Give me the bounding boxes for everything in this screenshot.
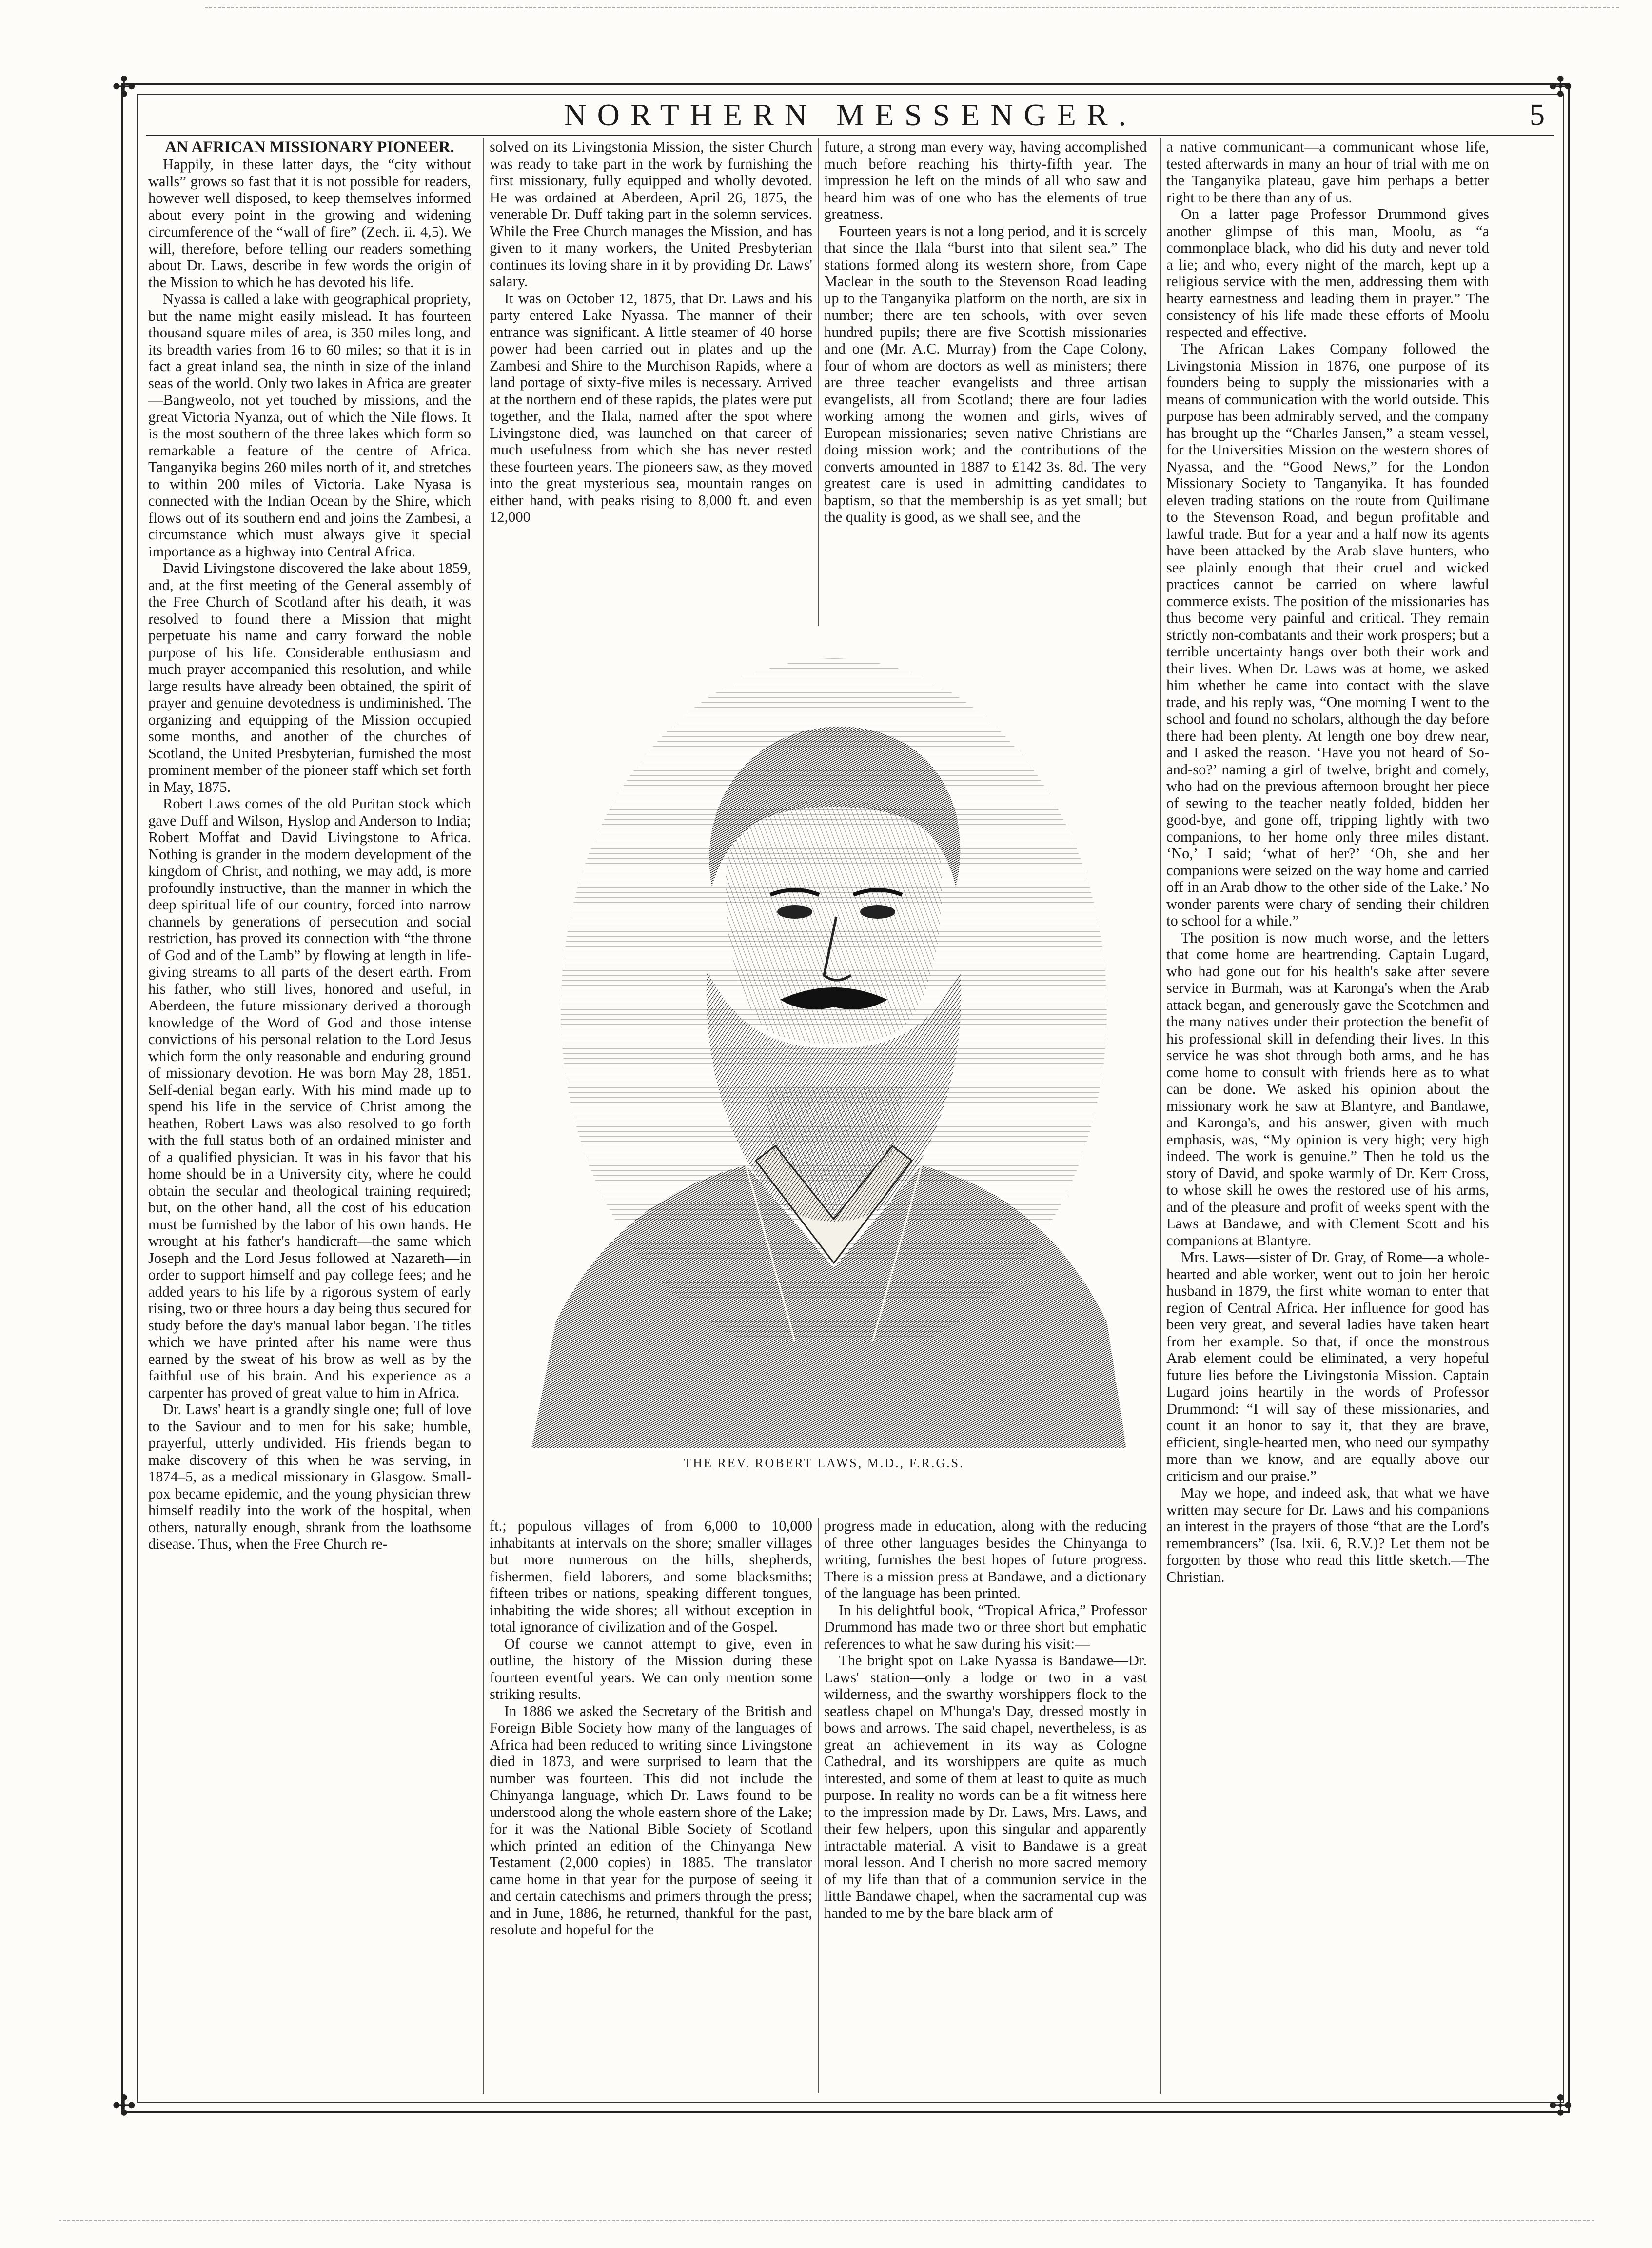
article-column-1 bbox=[148, 138, 471, 2089]
page-number: 5 bbox=[1530, 99, 1545, 132]
paragraph: David Livingstone discovered the lake about 1859, and, at the first meeting of the General assembly of the Free Church of Scotland after his death, it was resolved to found there a Mission that might perpetuate his name and carry forward the noble purpose of his life. Considerable enthusiasm and much prayer accompanied this resolution, and while large results have already been obtained, the spirit of prayer and genuine devotedness is undiminished. The organizing and equipping of the Mission occupied some months, and another of the churches of Scotland, the United Presbyterian, furnished the most prominent member of the pioneer staff which set forth in May, 1875. bbox=[148, 560, 471, 795]
corner-ornament-icon: ✣ bbox=[1549, 71, 1573, 103]
article-heading: AN AFRICAN MISSIONARY PIONEER. bbox=[165, 138, 454, 156]
paragraph: Dr. Laws' heart is a grandly single one; full of love to the Saviour and to men for his sake; humble, prayerful, utterly undivided. His friends began to make discovery of this when he was serving, in 1874–5, as a medical missionary in Glasgow. Small-pox became epidemic, and the young physician threw himself readily into the work of the hospital, when others, naturally enough, shrank from the loathsome disease. Thus, when the Free Church re- bbox=[148, 1401, 471, 1552]
corner-ornament-icon: ✣ bbox=[112, 71, 136, 103]
article-column-3-top bbox=[824, 138, 1147, 646]
portrait-engraving bbox=[492, 658, 1156, 1448]
paragraph: The position is now much worse, and the letters that come home are heartrending. Captain Lugard, who had gone out for his health's sake after severe service in Burmah, was at Karonga's when the Arab attack began, and generously gave the Scotchmen and the many natives under their protection the benefit of his professional skill in defending their lives. In this service he was shot through both arms, and he has come home to consult with friends here as to what can be done. We asked his opinion about the missionary work he saw at Blantyre, and Bandawe, and Karonga's, and his answer, given with much emphasis, was, “My opinion is very high; very high indeed. The work is genuine.” Then he told us the story of David, and spoke warmly of Dr. Kerr Cross, to whose skill he owes the restored use of his arms, and of the pleasure and profit of weeks spent with the Laws at Bandawe, and with Clement Scott and his companions at Blantyre. bbox=[1166, 929, 1489, 1249]
article-column-2-bottom bbox=[490, 1518, 812, 2088]
paragraph: a native communicant—a communicant whose life, tested afterwards in many an hour of trial with me on the Tanganyika plateau, gave him perhaps a better right to be there than any of us. bbox=[1166, 138, 1489, 206]
portrait-icon bbox=[492, 658, 1156, 1448]
paragraph: ft.; populous villages of from 6,000 to 10,000 inhabitants at intervals on the shore; smaller villages but more numerous on the hills, shepherds, fishermen, field laborers, and some blacksmiths; fifteen tribes or nations, speaking different tongues, inhabiting the wide shores; all without exception in total ignorance of civilization and of the Gospel. bbox=[490, 1518, 812, 1635]
paragraph: In his delightful book, “Tropical Africa,” Professor Drummond has made two or three short but emphatic references to what he saw during his visit:— bbox=[824, 1601, 1147, 1652]
paragraph: Happily, in these latter days, the “city without walls” grows so fast that it is not possible for readers, however well disposed, to keep themselves informed about every point in the growing and widening circumference of the “wall of fire” (Zech. ii. 4,5). We will, therefore, before telling our readers something about Dr. Laws, describe in few words the origin of the Mission to which he has devoted his life. bbox=[148, 156, 471, 291]
column-rule bbox=[1160, 138, 1161, 2094]
paragraph: Mrs. Laws—sister of Dr. Gray, of Rome—a whole-hearted and able worker, went out to join her heroic husband in 1879, the first white woman to enter that region of Central Africa. Her influence for good has been very great, and several ladies have taken heart from her example. So that, if once the monstrous Arab element could be eliminated, a very hopeful future lies before the Livingstonia Mission. Captain Lugard joins heartily in the words of Professor Drummond: “I will say of these missionaries, and count it an honor to say it, that they are brave, efficient, single-hearted men, who need our sympathy more than we know, and are equally above our criticism and our praise.” bbox=[1166, 1249, 1489, 1484]
paragraph: Nyassa is called a lake with geographical propriety, but the name might easily mislead. It has fourteen thousand square miles of area, is 350 miles long, and its breadth varies from 16 to 60 miles; so that it is in fact a great inland sea, the ninth in size of the inland seas of the world. Only two lakes in Africa are greater—Bangweolo, not yet touched by missions, and the great Victoria Nyanza, out of which the Nile flows. It is the most southern of the three lakes which form so remarkable a feature of the centre of Africa. Tanganyika begins 260 miles north of it, and stretches to within 200 miles of Victoria. Lake Nyasa is connected with the Indian Ocean by the Shire, which flows out of its southern end and joins the Zambesi, a circumstance which must always give it special importance as a highway into Central Africa. bbox=[148, 291, 471, 560]
paragraph: On a latter page Professor Drummond gives another glimpse of this man, Moolu, as “a commonplace black, who did his duty and never told a lie; and who, every night of the march, kept up a religious service with the men, addressing them with hearty earnestness and leading them in prayer.” The consistency of his life made these efforts of Moolu respected and effective. bbox=[1166, 206, 1489, 340]
article-column-4 bbox=[1166, 138, 1489, 2089]
corner-ornament-icon: ✣ bbox=[112, 2090, 136, 2122]
paragraph: future, a strong man every way, having accomplished much before reaching his thirty-fifth year. The impression he left on the minds of all who saw and heard him was of one who has the elements of true greatness. bbox=[824, 138, 1147, 222]
publication-title: NORTHERN MESSENGER. bbox=[564, 98, 1137, 132]
article-column-2-top bbox=[490, 138, 812, 646]
portrait-caption: THE REV. ROBERT LAWS, M.D., F.R.G.S. bbox=[684, 1456, 964, 1470]
paragraph: progress made in education, along with the reducing of three other languages besides the Chinyanga to writing, furnishes the best hopes of future progress. There is a mission press at Bandawe, and a dictionary of the language has been printed. bbox=[824, 1518, 1147, 1601]
paragraph: In 1886 we asked the Secretary of the British and Foreign Bible Society how many of the languages of Africa had been reduced to writing since Livingstone died in 1873, and were surprised to learn that the number was fourteen. This did not include the Chinyanga language, which Dr. Laws found to be understood along the whole eastern shore of the Lake; for it was the National Bible Society of Scotland which printed an edition of the Chinyanga New Testament (2,000 copies) in 1885. The translator came home in that year for the purpose of seeing it and certain catechisms and primers through the press; and in June, 1886, he returned, thankful for the past, resolute and hopeful for the bbox=[490, 1702, 812, 1938]
top-edge-marks bbox=[205, 7, 1619, 9]
column-rule bbox=[818, 1518, 819, 2093]
paragraph: May we hope, and indeed ask, that what we have written may secure for Dr. Laws and his companions an interest in the prayers of those “that are the Lord's remembrancers” (Isa. lxii. 6, R.V.)? Let them not be forgotten by those who read this little sketch.—The Christian. bbox=[1166, 1484, 1489, 1585]
column-rule bbox=[483, 138, 484, 2094]
bottom-edge-marks bbox=[59, 2220, 1594, 2222]
paragraph: solved on its Livingstonia Mission, the sister Church was ready to take part in the work by furnishing the first missionary, fully equipped and wholly devoted. He was ordained at Aberdeen, April 26, 1875, the venerable Dr. Duff taking part in the solemn services. While the Free Church manages the Mission, and has given to it many workers, the United Presbyterian continues its loving share in it by providing Dr. Laws' salary. bbox=[490, 138, 812, 290]
paragraph: Fourteen years is not a long period, and it is scrcely that since the Ilala “burst into that silent sea.” The stations formed along its western shore, from Cape Maclear in the south to the Stevenson Road leading up to the Tanganyika platform on the north, are six in number; there are ten schools, with over seven hundred pupils; there are five Scottish missionaries and one (Mr. A.C. Murray) from the Cape Colony, four of whom are doctors as well as ministers; there are three teacher evangelists and three artisan evangelists, all from Scotland; there are four ladies working among the women and girls, wives of European missionaries; seven native Christians are doing mission work; and the contributions of the converts amounted in 1887 to £142 3s. 8d. The very greatest care is used in admitting candidates to baptism, so that the membership is as yet small; but the quality is good, as we shall see, and the bbox=[824, 222, 1147, 525]
column-rule bbox=[818, 138, 819, 626]
masthead bbox=[146, 96, 1554, 136]
paragraph: Robert Laws comes of the old Puritan stock which gave Duff and Wilson, Hyslop and Anderson to India; Robert Moffat and David Livingstone to Africa. Nothing is grander in the modern development of the kingdom of Christ, and nothing, we may add, is more profoundly instructive, than the manner in which the deep spiritual life of our country, forced into narrow channels by generations of persecution and social restriction, has proved its connection with “the throne of God and of the Lamb” by flowing at length in life-giving streams to all parts of the desert earth. From his father, who still lives, honored and useful, in Aberdeen, the future missionary derived a thorough knowledge of the Word of God and those intense convictions of his personal relation to the Lord Jesus which form the only reasonable and enduring ground of missionary devotion. He was born May 28, 1851. Self-denial began early. With his mind made up to spend his life in the service of Christ among the heathen, Robert Laws was also resolved to go forth with the full status both of an ordained minister and of a qualified physician. It was in his favor that his home should be in a University city, where he could obtain the secular and theological training required; but, on the other hand, all the cost of his education must be furnished by the labor of his own hands. He wrought at his father's handicraft—the same which Joseph and the Lord Jesus followed at Nazareth—in order to support himself and pay college fees; and he added years to his life by a rigorous system of early rising, two or three hours a day being thus secured for study before the day's manual labor began. The titles which we have printed after his name were thus earned by the sweat of his brow as well as by the faithful use of his brain. And his experience as a carpenter has proved of great value to him in Africa. bbox=[148, 795, 471, 1401]
article-column-3-bottom bbox=[824, 1518, 1147, 2088]
paragraph: The bright spot on Lake Nyassa is Bandawe—Dr. Laws' station—only a lodge or two in a vast wilderness, and the swarthy worshippers flock to the seatless chapel on M'hunga's Day, dressed mostly in bows and arrows. The said chapel, nevertheless, is as great an achievement in its way as Cologne Cathedral, and its worshippers are quite as much interested, and some of them at least to quite as much purpose. In reality no words can be a fit witness here to the impression made by Dr. Laws, Mrs. Laws, and their few helpers, upon this singular and apparently intractable material. A visit to Bandawe is a great moral lesson. And I cherish no more sacred memory of my life than that of a communion service in the little Bandawe chapel, when the sacramental cup was handed to me by the bare black arm of bbox=[824, 1652, 1147, 1921]
paragraph: It was on October 12, 1875, that Dr. Laws and his party entered Lake Nyassa. The manner of their entrance was significant. A little steamer of 40 horse power had been carried out in plates and up the Zambesi and Shire to the Murchison Rapids, where a land portage of sixty-five miles is necessary. Arrived at the northern end of these rapids, the plates were put together, and the Ilala, named after the spot where Livingstone died, was launched on that career of much usefulness from which she has never rested these fourteen years. The pioneers saw, as they moved into the great mysterious sea, mountain ranges on either hand, with peaks rising to 8,000 ft. and even 12,000 bbox=[490, 290, 812, 525]
corner-ornament-icon: ✣ bbox=[1549, 2090, 1573, 2122]
paragraph: Of course we cannot attempt to give, even in outline, the history of the Mission during these fourteen eventful years. We can only mention some striking results. bbox=[490, 1635, 812, 1702]
paragraph: The African Lakes Company followed the Livingstonia Mission in 1876, one purpose of its founders being to supply the missionaries with a means of communication with the world outside. This purpose has been admirably served, and the company has brought up the “Charles Jansen,” a steam vessel, for the Universities Mission on the western shores of Nyassa, and the “Good News,” for the London Missionary Society to Tanganyika. It has founded eleven trading stations on the route from Quilimane to the Stevenson Road, and begun profitable and lawful trade. But for a year and a half now its agents have been attacked by the Arab slave hunters, who see plainly enough that their cruel and wicked practices cannot be carried on where lawful commerce exists. The position of the missionaries has thus become very painful and critical. They remain strictly non-combatants and their work prospers; but a terrible uncertainty hangs over both their work and their lives. When Dr. Laws was at home, we asked him whether he came into contact with the slave trade, and his reply was, “One morning I went to the school and found no scholars, although the day before there had been plenty. At length one boy drew near, and I asked the reason. ‘Have you not heard of So-and-so?’ naming a girl of twelve, bright and comely, who had on the previous afternoon brought her piece of sewing to the teacher neatly folded, bidden her good-bye, and gone off, tripping lightly with two companions, to her home only three miles distant. ‘No,’ I said; ‘what of her?’ ‘Oh, she and her companions were seized on the way home and carried off in an Arab dhow to the other side of the Lake.’ No wonder parents were chary of sending their children to school for a while.” bbox=[1166, 340, 1489, 929]
